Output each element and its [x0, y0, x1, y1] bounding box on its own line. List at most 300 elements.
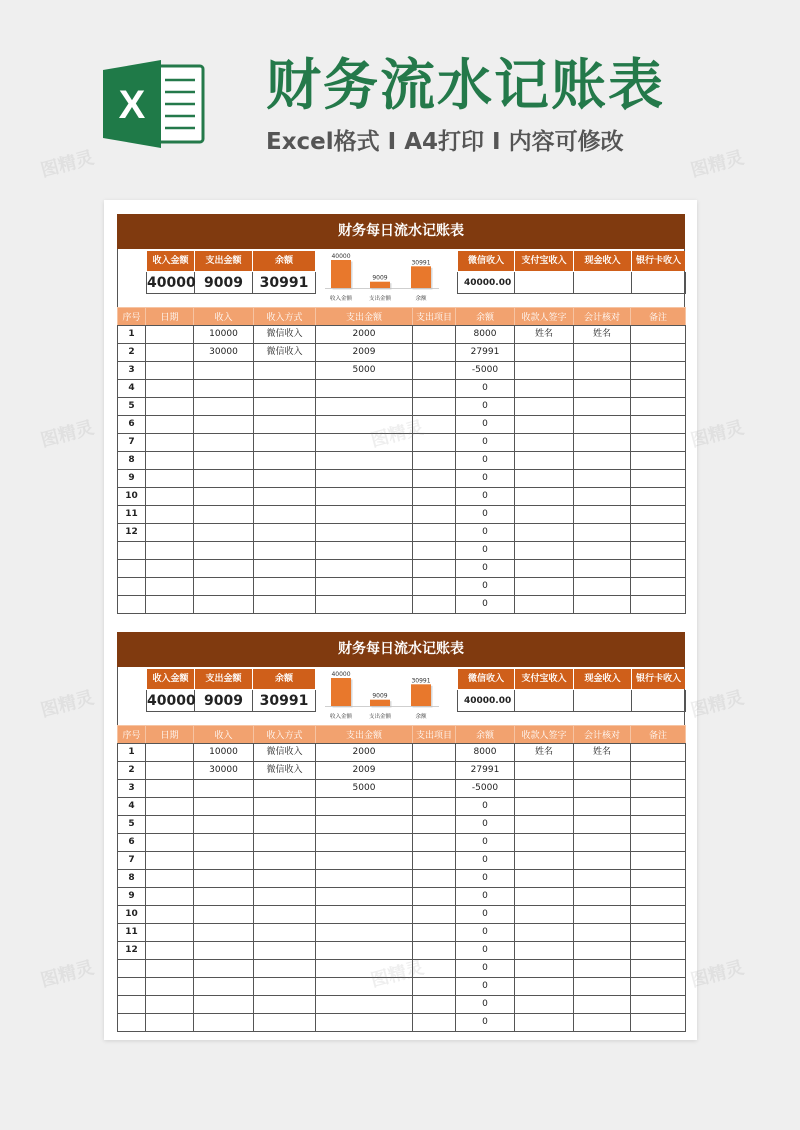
table-cell[interactable]: [631, 452, 686, 470]
table-cell[interactable]: [254, 870, 316, 888]
table-cell[interactable]: [316, 416, 413, 434]
table-cell[interactable]: [316, 924, 413, 942]
table-cell[interactable]: 0: [456, 1014, 515, 1032]
table-cell[interactable]: [631, 798, 686, 816]
table-cell[interactable]: [574, 560, 631, 578]
table-cell[interactable]: [146, 416, 194, 434]
table-cell[interactable]: 12: [118, 942, 146, 960]
table-cell[interactable]: [146, 996, 194, 1014]
table-cell[interactable]: [194, 780, 254, 798]
table-cell[interactable]: [515, 870, 574, 888]
table-cell[interactable]: 9: [118, 470, 146, 488]
table-cell[interactable]: [316, 470, 413, 488]
table-cell[interactable]: 姓名: [515, 744, 574, 762]
table-cell[interactable]: 2: [118, 344, 146, 362]
table-cell[interactable]: [631, 924, 686, 942]
table-cell[interactable]: 0: [456, 506, 515, 524]
table-cell[interactable]: 0: [456, 960, 515, 978]
table-cell[interactable]: 5: [118, 398, 146, 416]
table-cell[interactable]: [194, 978, 254, 996]
table-cell[interactable]: [631, 816, 686, 834]
table-cell[interactable]: 0: [456, 816, 515, 834]
table-cell[interactable]: [631, 434, 686, 452]
table-cell[interactable]: [194, 578, 254, 596]
table-cell[interactable]: [194, 542, 254, 560]
table-cell[interactable]: [631, 362, 686, 380]
table-cell[interactable]: 27991: [456, 762, 515, 780]
table-cell[interactable]: [631, 524, 686, 542]
table-cell[interactable]: [574, 816, 631, 834]
table-cell[interactable]: [515, 996, 574, 1014]
table-cell[interactable]: [146, 452, 194, 470]
table-cell[interactable]: 0: [456, 434, 515, 452]
table-cell[interactable]: [574, 380, 631, 398]
table-cell[interactable]: [254, 996, 316, 1014]
table-cell[interactable]: [146, 362, 194, 380]
table-cell[interactable]: 3: [118, 780, 146, 798]
table-cell[interactable]: [194, 942, 254, 960]
table-cell[interactable]: [515, 978, 574, 996]
table-cell[interactable]: [118, 578, 146, 596]
table-cell[interactable]: [631, 942, 686, 960]
table-cell[interactable]: [146, 326, 194, 344]
table-cell[interactable]: [254, 416, 316, 434]
table-cell[interactable]: 0: [456, 852, 515, 870]
table-cell[interactable]: 10000: [194, 744, 254, 762]
table-cell[interactable]: [574, 870, 631, 888]
table-cell[interactable]: 0: [456, 906, 515, 924]
table-cell[interactable]: [146, 798, 194, 816]
table-cell[interactable]: [413, 506, 456, 524]
table-cell[interactable]: [146, 398, 194, 416]
table-cell[interactable]: [254, 398, 316, 416]
table-cell[interactable]: [254, 578, 316, 596]
table-cell[interactable]: [515, 906, 574, 924]
table-cell[interactable]: 微信收入: [254, 744, 316, 762]
table-cell[interactable]: [574, 434, 631, 452]
table-cell[interactable]: [316, 870, 413, 888]
table-cell[interactable]: [413, 416, 456, 434]
table-cell[interactable]: 姓名: [574, 744, 631, 762]
table-cell[interactable]: [254, 488, 316, 506]
table-cell[interactable]: 10000: [194, 326, 254, 344]
table-cell[interactable]: [413, 452, 456, 470]
table-cell[interactable]: -5000: [456, 362, 515, 380]
table-cell[interactable]: [118, 960, 146, 978]
table-cell[interactable]: [254, 960, 316, 978]
table-cell[interactable]: 7: [118, 434, 146, 452]
table-cell[interactable]: 3: [118, 362, 146, 380]
table-cell[interactable]: [316, 978, 413, 996]
table-cell[interactable]: [194, 362, 254, 380]
table-cell[interactable]: [631, 344, 686, 362]
table-cell[interactable]: [574, 524, 631, 542]
table-cell[interactable]: [316, 596, 413, 614]
table-cell[interactable]: [413, 1014, 456, 1032]
table-cell[interactable]: 0: [456, 542, 515, 560]
table-cell[interactable]: [631, 960, 686, 978]
table-cell[interactable]: [515, 560, 574, 578]
table-cell[interactable]: [146, 906, 194, 924]
table-cell[interactable]: [194, 398, 254, 416]
table-cell[interactable]: 2: [118, 762, 146, 780]
table-cell[interactable]: [146, 888, 194, 906]
table-cell[interactable]: [631, 398, 686, 416]
table-cell[interactable]: 0: [456, 834, 515, 852]
table-cell[interactable]: [254, 852, 316, 870]
table-cell[interactable]: 0: [456, 578, 515, 596]
table-cell[interactable]: [515, 888, 574, 906]
table-cell[interactable]: [413, 870, 456, 888]
table-cell[interactable]: [631, 326, 686, 344]
table-cell[interactable]: [146, 506, 194, 524]
table-cell[interactable]: [515, 596, 574, 614]
table-cell[interactable]: 11: [118, 506, 146, 524]
table-cell[interactable]: 8: [118, 870, 146, 888]
table-cell[interactable]: [194, 816, 254, 834]
table-cell[interactable]: [413, 978, 456, 996]
table-cell[interactable]: 10: [118, 906, 146, 924]
table-cell[interactable]: 1: [118, 326, 146, 344]
table-cell[interactable]: [574, 798, 631, 816]
table-cell[interactable]: [316, 906, 413, 924]
table-cell[interactable]: [194, 596, 254, 614]
table-cell[interactable]: [515, 834, 574, 852]
table-cell[interactable]: 0: [456, 488, 515, 506]
table-cell[interactable]: [413, 798, 456, 816]
table-cell[interactable]: [254, 452, 316, 470]
table-cell[interactable]: [574, 924, 631, 942]
table-cell[interactable]: [574, 1014, 631, 1032]
table-cell[interactable]: 姓名: [515, 326, 574, 344]
table-cell[interactable]: [254, 524, 316, 542]
table-cell[interactable]: 30000: [194, 344, 254, 362]
table-cell[interactable]: [574, 452, 631, 470]
table-cell[interactable]: [574, 942, 631, 960]
table-cell[interactable]: [146, 1014, 194, 1032]
table-cell[interactable]: [316, 488, 413, 506]
table-cell[interactable]: [194, 416, 254, 434]
table-cell[interactable]: [413, 470, 456, 488]
table-cell[interactable]: [631, 888, 686, 906]
table-cell[interactable]: [254, 1014, 316, 1032]
table-cell[interactable]: [574, 506, 631, 524]
table-cell[interactable]: 0: [456, 996, 515, 1014]
table-cell[interactable]: [254, 924, 316, 942]
table-cell[interactable]: [194, 906, 254, 924]
table-cell[interactable]: [515, 924, 574, 942]
table-cell[interactable]: [515, 1014, 574, 1032]
table-cell[interactable]: [413, 542, 456, 560]
table-cell[interactable]: [316, 888, 413, 906]
table-cell[interactable]: [515, 852, 574, 870]
table-cell[interactable]: [194, 506, 254, 524]
table-cell[interactable]: [146, 524, 194, 542]
table-cell[interactable]: [413, 596, 456, 614]
table-cell[interactable]: [146, 924, 194, 942]
table-cell[interactable]: [194, 924, 254, 942]
table-cell[interactable]: [146, 870, 194, 888]
table-cell[interactable]: [194, 996, 254, 1014]
table-cell[interactable]: 9: [118, 888, 146, 906]
table-cell[interactable]: 0: [456, 452, 515, 470]
table-cell[interactable]: [194, 960, 254, 978]
table-cell[interactable]: [631, 996, 686, 1014]
table-cell[interactable]: [515, 380, 574, 398]
table-cell[interactable]: [194, 470, 254, 488]
table-cell[interactable]: [413, 524, 456, 542]
table-cell[interactable]: [316, 560, 413, 578]
table-cell[interactable]: [631, 470, 686, 488]
table-cell[interactable]: [254, 816, 316, 834]
table-cell[interactable]: [515, 344, 574, 362]
table-cell[interactable]: 0: [456, 942, 515, 960]
table-cell[interactable]: [254, 470, 316, 488]
table-cell[interactable]: [254, 798, 316, 816]
table-cell[interactable]: 2009: [316, 344, 413, 362]
table-cell[interactable]: [316, 996, 413, 1014]
table-cell[interactable]: [631, 416, 686, 434]
table-cell[interactable]: [631, 578, 686, 596]
table-cell[interactable]: [254, 906, 316, 924]
table-cell[interactable]: [515, 942, 574, 960]
table-cell[interactable]: 27991: [456, 344, 515, 362]
table-cell[interactable]: [631, 596, 686, 614]
table-cell[interactable]: [194, 834, 254, 852]
table-cell[interactable]: [515, 762, 574, 780]
table-cell[interactable]: [515, 960, 574, 978]
table-cell[interactable]: [574, 762, 631, 780]
table-cell[interactable]: [574, 996, 631, 1014]
table-cell[interactable]: 8000: [456, 326, 515, 344]
table-cell[interactable]: [194, 560, 254, 578]
table-cell[interactable]: 11: [118, 924, 146, 942]
table-cell[interactable]: [413, 744, 456, 762]
table-cell[interactable]: [118, 978, 146, 996]
table-cell[interactable]: [316, 524, 413, 542]
table-cell[interactable]: 0: [456, 398, 515, 416]
table-cell[interactable]: [194, 870, 254, 888]
table-cell[interactable]: [515, 362, 574, 380]
table-cell[interactable]: [146, 344, 194, 362]
table-cell[interactable]: [413, 816, 456, 834]
table-cell[interactable]: [515, 798, 574, 816]
table-cell[interactable]: 4: [118, 380, 146, 398]
table-cell[interactable]: 12: [118, 524, 146, 542]
table-cell[interactable]: [254, 380, 316, 398]
table-cell[interactable]: [146, 578, 194, 596]
table-cell[interactable]: [413, 326, 456, 344]
table-cell[interactable]: [413, 434, 456, 452]
table-cell[interactable]: [316, 942, 413, 960]
table-cell[interactable]: [515, 416, 574, 434]
table-cell[interactable]: [413, 996, 456, 1014]
table-cell[interactable]: [631, 560, 686, 578]
table-cell[interactable]: [146, 978, 194, 996]
table-cell[interactable]: [316, 506, 413, 524]
table-cell[interactable]: [574, 906, 631, 924]
table-cell[interactable]: [316, 380, 413, 398]
table-cell[interactable]: 2000: [316, 744, 413, 762]
table-cell[interactable]: [631, 906, 686, 924]
table-cell[interactable]: [413, 888, 456, 906]
table-cell[interactable]: [413, 398, 456, 416]
table-cell[interactable]: [515, 524, 574, 542]
table-cell[interactable]: 0: [456, 888, 515, 906]
table-cell[interactable]: [574, 978, 631, 996]
table-cell[interactable]: -5000: [456, 780, 515, 798]
table-cell[interactable]: 0: [456, 798, 515, 816]
table-cell[interactable]: [631, 506, 686, 524]
table-cell[interactable]: [574, 398, 631, 416]
table-cell[interactable]: 5000: [316, 780, 413, 798]
table-cell[interactable]: [118, 560, 146, 578]
table-cell[interactable]: [254, 542, 316, 560]
table-cell[interactable]: [631, 542, 686, 560]
table-cell[interactable]: [146, 762, 194, 780]
table-cell[interactable]: [146, 596, 194, 614]
table-cell[interactable]: [118, 542, 146, 560]
table-cell[interactable]: [515, 470, 574, 488]
table-cell[interactable]: 0: [456, 380, 515, 398]
table-cell[interactable]: [316, 798, 413, 816]
table-cell[interactable]: [413, 488, 456, 506]
table-cell[interactable]: [194, 380, 254, 398]
table-cell[interactable]: [254, 978, 316, 996]
table-cell[interactable]: [194, 888, 254, 906]
table-cell[interactable]: 0: [456, 978, 515, 996]
table-cell[interactable]: [515, 542, 574, 560]
table-cell[interactable]: [515, 434, 574, 452]
table-cell[interactable]: [413, 578, 456, 596]
table-cell[interactable]: [316, 1014, 413, 1032]
table-cell[interactable]: [316, 960, 413, 978]
table-cell[interactable]: 姓名: [574, 326, 631, 344]
table-cell[interactable]: 2009: [316, 762, 413, 780]
table-cell[interactable]: [194, 852, 254, 870]
table-cell[interactable]: [413, 942, 456, 960]
table-cell[interactable]: [574, 852, 631, 870]
table-cell[interactable]: [316, 578, 413, 596]
table-cell[interactable]: [574, 362, 631, 380]
table-cell[interactable]: [515, 578, 574, 596]
table-cell[interactable]: [316, 434, 413, 452]
table-cell[interactable]: [194, 452, 254, 470]
table-cell[interactable]: [631, 1014, 686, 1032]
table-cell[interactable]: [254, 888, 316, 906]
table-cell[interactable]: [413, 780, 456, 798]
table-cell[interactable]: [413, 834, 456, 852]
table-cell[interactable]: [413, 960, 456, 978]
table-cell[interactable]: 0: [456, 924, 515, 942]
table-cell[interactable]: [631, 380, 686, 398]
table-cell[interactable]: [413, 852, 456, 870]
table-cell[interactable]: [316, 452, 413, 470]
table-cell[interactable]: 0: [456, 596, 515, 614]
table-cell[interactable]: 0: [456, 524, 515, 542]
table-cell[interactable]: 30000: [194, 762, 254, 780]
table-cell[interactable]: [146, 470, 194, 488]
table-cell[interactable]: [515, 398, 574, 416]
table-cell[interactable]: [146, 434, 194, 452]
table-cell[interactable]: 7: [118, 852, 146, 870]
table-cell[interactable]: [194, 524, 254, 542]
table-cell[interactable]: [574, 578, 631, 596]
table-cell[interactable]: 0: [456, 560, 515, 578]
table-cell[interactable]: [146, 542, 194, 560]
table-cell[interactable]: [146, 560, 194, 578]
table-cell[interactable]: 0: [456, 416, 515, 434]
table-cell[interactable]: [316, 398, 413, 416]
table-cell[interactable]: [316, 816, 413, 834]
table-cell[interactable]: 8000: [456, 744, 515, 762]
table-cell[interactable]: 4: [118, 798, 146, 816]
table-cell[interactable]: 微信收入: [254, 762, 316, 780]
table-cell[interactable]: [515, 816, 574, 834]
table-cell[interactable]: [118, 1014, 146, 1032]
table-cell[interactable]: [194, 488, 254, 506]
table-cell[interactable]: 1: [118, 744, 146, 762]
table-cell[interactable]: 10: [118, 488, 146, 506]
table-cell[interactable]: [631, 744, 686, 762]
table-cell[interactable]: [631, 762, 686, 780]
table-cell[interactable]: [413, 380, 456, 398]
table-cell[interactable]: 0: [456, 870, 515, 888]
table-cell[interactable]: [146, 834, 194, 852]
table-cell[interactable]: [194, 434, 254, 452]
table-cell[interactable]: [254, 834, 316, 852]
table-cell[interactable]: 6: [118, 834, 146, 852]
table-cell[interactable]: 8: [118, 452, 146, 470]
table-cell[interactable]: [316, 852, 413, 870]
table-cell[interactable]: 微信收入: [254, 344, 316, 362]
table-cell[interactable]: [574, 344, 631, 362]
table-cell[interactable]: [146, 960, 194, 978]
table-cell[interactable]: 2000: [316, 326, 413, 344]
table-cell[interactable]: [515, 452, 574, 470]
table-cell[interactable]: [146, 780, 194, 798]
table-cell[interactable]: [515, 780, 574, 798]
table-cell[interactable]: [146, 852, 194, 870]
table-cell[interactable]: [413, 362, 456, 380]
table-cell[interactable]: 微信收入: [254, 326, 316, 344]
table-cell[interactable]: [146, 380, 194, 398]
table-cell[interactable]: 6: [118, 416, 146, 434]
table-cell[interactable]: [631, 870, 686, 888]
table-cell[interactable]: 0: [456, 470, 515, 488]
table-cell[interactable]: [413, 560, 456, 578]
table-cell[interactable]: [413, 906, 456, 924]
table-cell[interactable]: [574, 596, 631, 614]
table-cell[interactable]: [574, 488, 631, 506]
table-cell[interactable]: [631, 488, 686, 506]
table-cell[interactable]: [194, 798, 254, 816]
table-cell[interactable]: [118, 996, 146, 1014]
table-cell[interactable]: [631, 834, 686, 852]
table-cell[interactable]: [413, 762, 456, 780]
table-cell[interactable]: [574, 780, 631, 798]
table-cell[interactable]: [631, 978, 686, 996]
table-cell[interactable]: [254, 560, 316, 578]
table-cell[interactable]: [574, 470, 631, 488]
table-cell[interactable]: [254, 506, 316, 524]
table-cell[interactable]: [574, 542, 631, 560]
table-cell[interactable]: [574, 834, 631, 852]
table-cell[interactable]: 5: [118, 816, 146, 834]
table-cell[interactable]: [146, 744, 194, 762]
table-cell[interactable]: [515, 488, 574, 506]
table-cell[interactable]: [316, 542, 413, 560]
